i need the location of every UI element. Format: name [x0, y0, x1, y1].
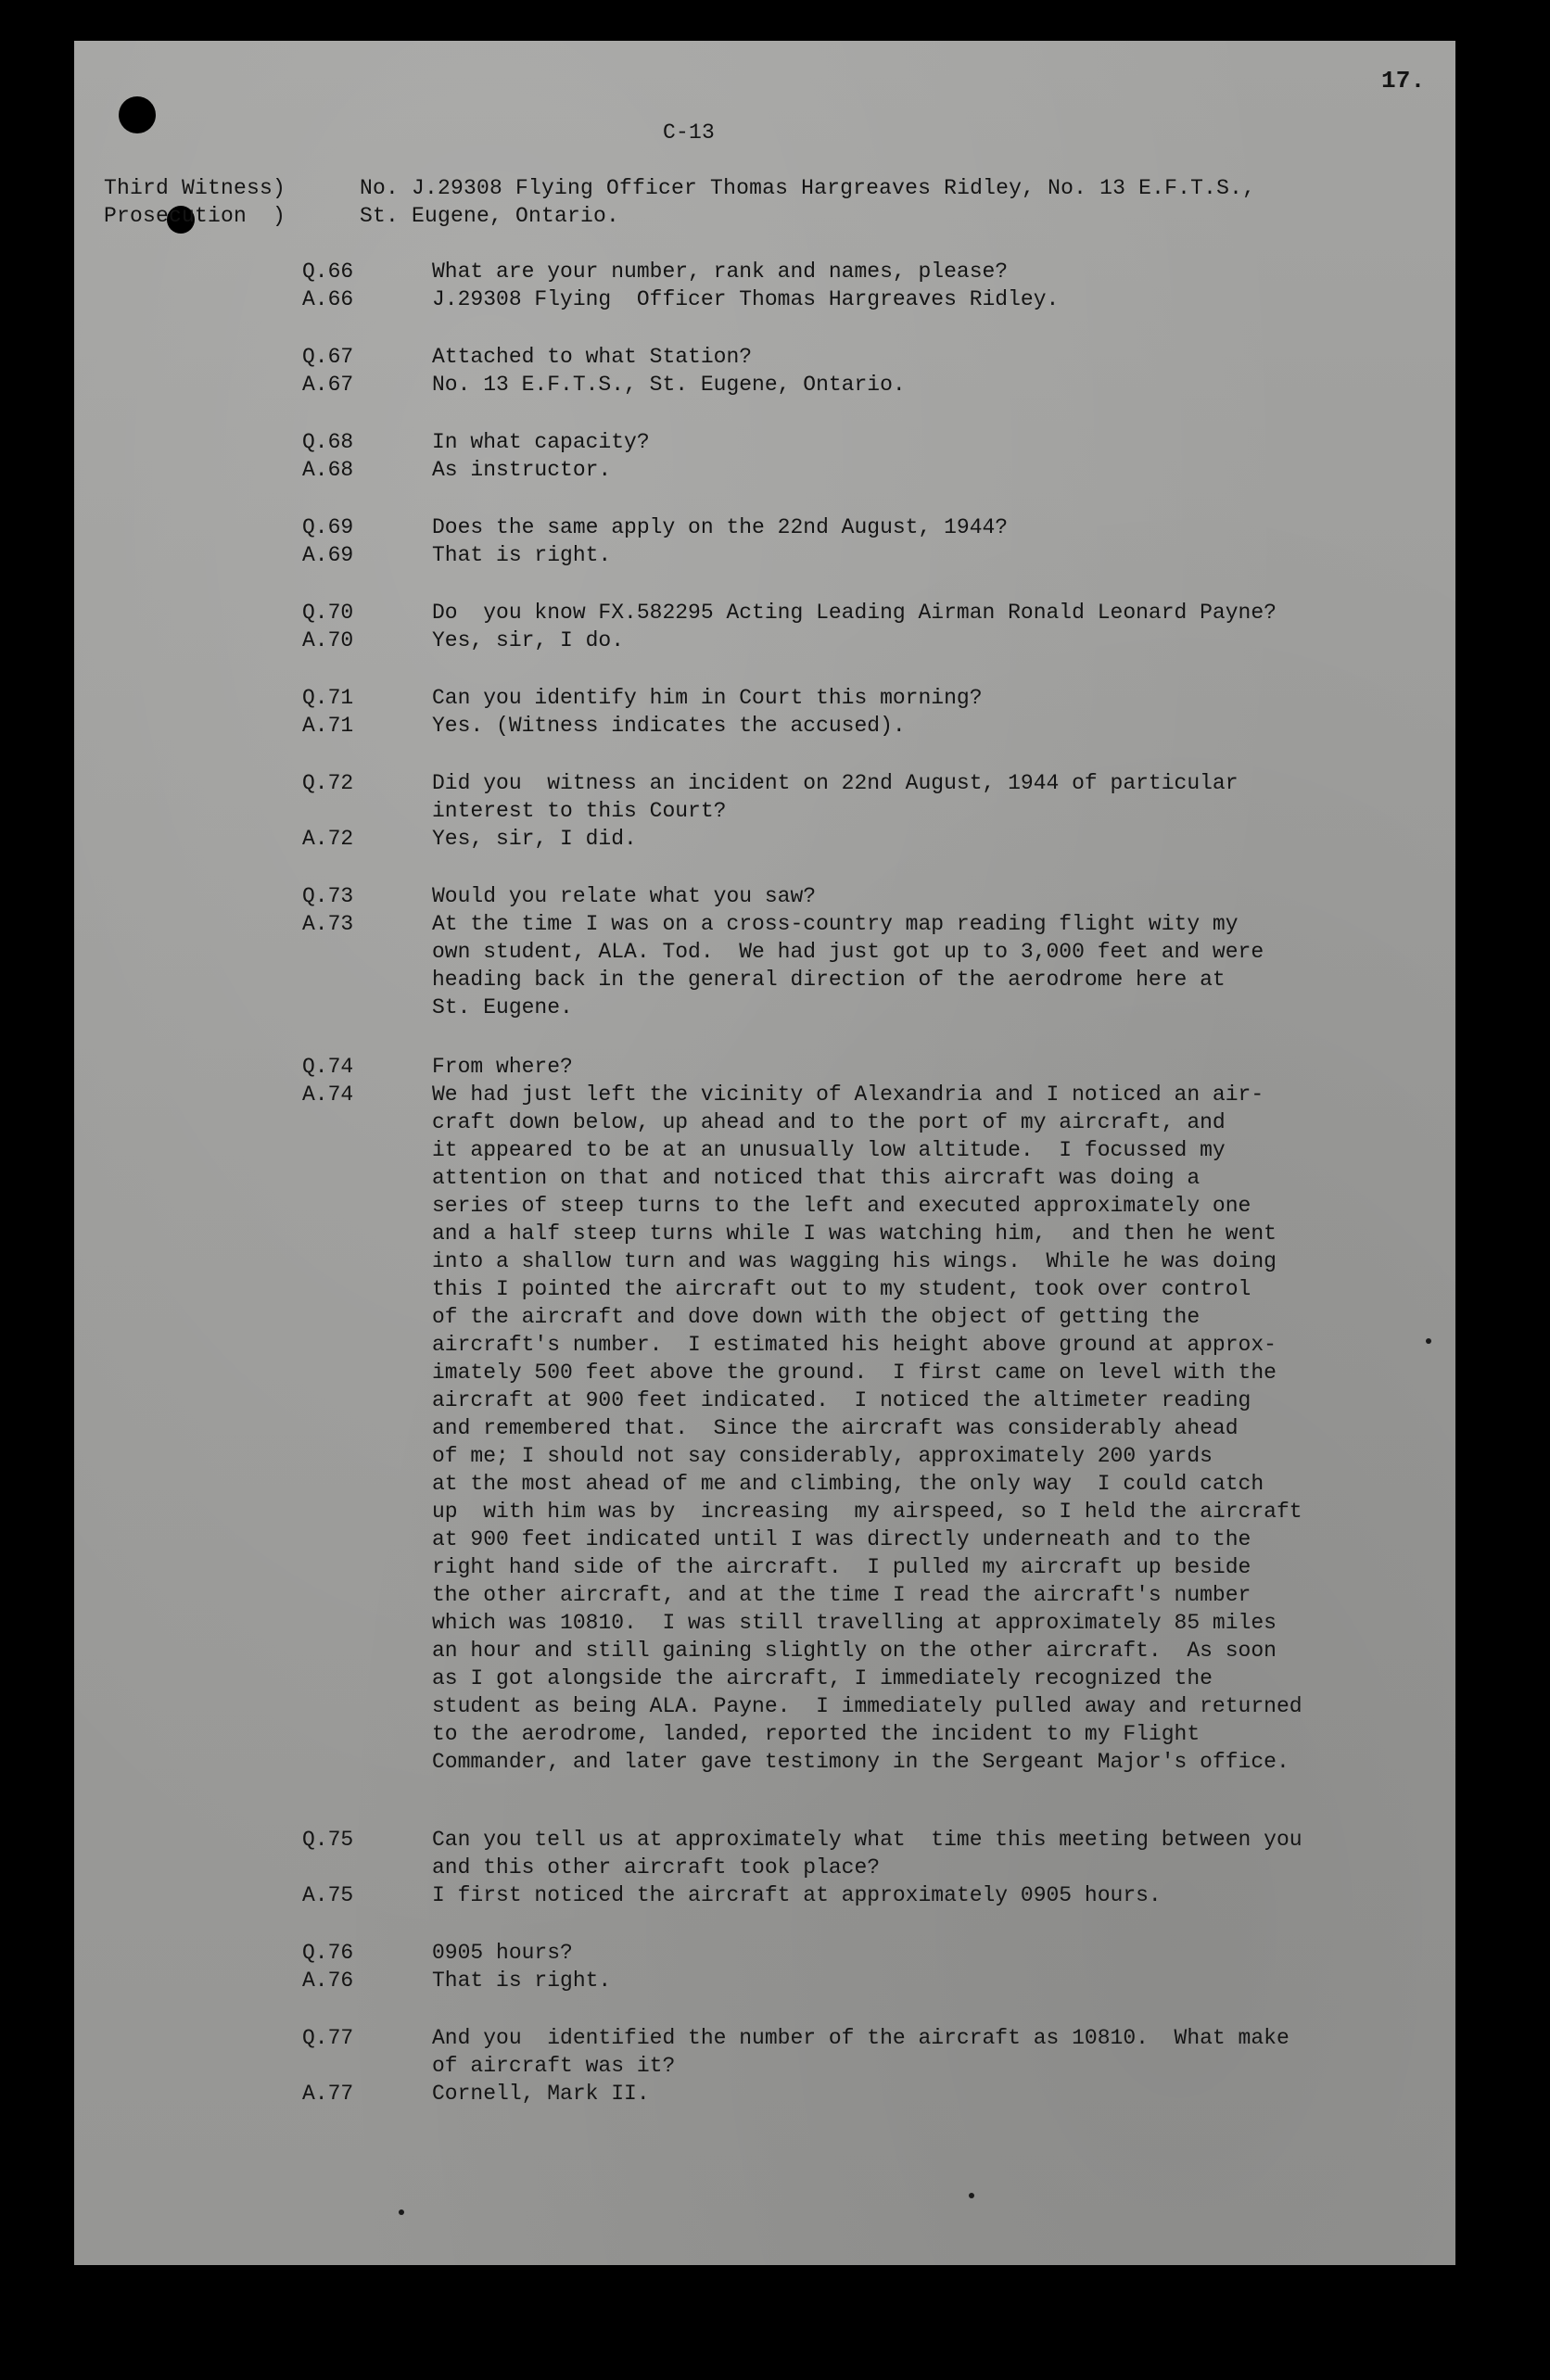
answer-line	[302, 938, 1442, 966]
answer-line	[302, 966, 1442, 994]
question-text: Does the same apply on the 22nd August, 1944?	[432, 515, 1009, 539]
question-line	[302, 1826, 1442, 1854]
question-text: Would you relate what you saw?	[432, 884, 817, 908]
question-number: Q.66	[302, 260, 354, 284]
question-number: Q.71	[302, 686, 354, 710]
answer-text: up with him was by increasing my airspeed, so I held the aircraft	[432, 1500, 1302, 1524]
answer-text: Yes, sir, I do.	[432, 628, 625, 652]
answer-number: A.66	[302, 287, 354, 311]
question-text: 0905 hours?	[432, 1941, 573, 1965]
answer-number: A.72	[302, 827, 354, 851]
question-line	[302, 797, 1442, 825]
label-spacer	[302, 1275, 432, 1303]
question-number: Q.73	[302, 884, 354, 908]
answer-text: We had just left the vicinity of Alexandria and I noticed an air-	[432, 1082, 1264, 1107]
question-number: Q.69	[302, 515, 354, 539]
qa-exchange	[302, 1053, 1442, 1776]
label-spacer	[302, 1386, 432, 1414]
answer-line	[302, 1136, 1442, 1164]
question-line	[302, 769, 1442, 797]
answer-line	[302, 1553, 1442, 1581]
question-line	[302, 1053, 1442, 1081]
question-number: Q.70	[302, 601, 354, 625]
question-number: Q.74	[302, 1055, 354, 1079]
answer-line	[302, 1081, 1442, 1108]
answer-line	[302, 825, 1442, 853]
question-line	[302, 1939, 1442, 1967]
label-spacer	[302, 1359, 432, 1386]
answer-line	[302, 627, 1442, 654]
qa-exchange	[302, 769, 1442, 853]
answer-line	[302, 1881, 1442, 1909]
answer-text: I first noticed the aircraft at approximately 0905 hours.	[432, 1883, 1162, 1907]
question-line	[302, 428, 1442, 456]
qa-exchange	[302, 428, 1442, 484]
answer-text: craft down below, up ahead and to the port of my aircraft, and	[432, 1110, 1226, 1134]
label-spacer	[302, 2052, 432, 2080]
answer-text: of the aircraft and dove down with the object of getting the	[432, 1305, 1201, 1329]
question-number: Q.76	[302, 1941, 354, 1965]
answer-text: attention on that and noticed that this aircraft was doing a	[432, 1166, 1201, 1190]
label-spacer	[302, 1303, 432, 1331]
label-spacer	[302, 1470, 432, 1498]
answer-text: Yes, sir, I did.	[432, 827, 637, 851]
answer-number: A.67	[302, 373, 354, 397]
answer-line	[302, 1581, 1442, 1609]
answer-line	[302, 1414, 1442, 1442]
qa-exchange	[302, 1826, 1442, 1909]
answer-number: A.76	[302, 1969, 354, 1993]
question-line	[302, 1854, 1442, 1881]
answer-text: Yes. (Witness indicates the accused).	[432, 714, 906, 738]
question-number: Q.75	[302, 1828, 354, 1852]
answer-text: That is right.	[432, 543, 612, 567]
answer-line	[302, 2080, 1442, 2108]
qa-exchange	[302, 2024, 1442, 2108]
answer-line	[302, 1386, 1442, 1414]
label-spacer	[302, 1637, 432, 1665]
answer-line	[302, 1108, 1442, 1136]
answer-line	[302, 371, 1442, 399]
answer-text: St. Eugene.	[432, 995, 573, 1019]
answer-text: At the time I was on a cross-country map reading flight wity my	[432, 912, 1239, 936]
answer-number: A.77	[302, 2082, 354, 2106]
qa-exchange	[302, 599, 1442, 654]
answer-text: this I pointed the aircraft out to my student, took over control	[432, 1277, 1251, 1301]
question-line	[302, 882, 1442, 910]
answer-text: of me; I should not say considerably, approximately 200 yards	[432, 1444, 1213, 1468]
answer-text: as I got alongside the aircraft, I immediately recognized the	[432, 1666, 1213, 1690]
answer-number: A.75	[302, 1883, 354, 1907]
answer-text: aircraft's number. I estimated his height above ground at approx-	[432, 1333, 1277, 1357]
punch-hole-top	[119, 96, 156, 133]
answer-line	[302, 1247, 1442, 1275]
answer-text: imately 500 feet above the ground. I first came on level with the	[432, 1361, 1277, 1385]
label-spacer	[302, 1108, 432, 1136]
question-line	[302, 513, 1442, 541]
question-number: Q.77	[302, 2026, 354, 2050]
witness-label-line2: Prosecution )	[104, 204, 286, 228]
question-text: Do you know FX.582295 Acting Leading Airman Ronald Leonard Payne?	[432, 601, 1277, 625]
label-spacer	[302, 1665, 432, 1692]
label-spacer	[302, 1498, 432, 1525]
question-text: Can you identify him in Court this morning?	[432, 686, 983, 710]
label-spacer	[302, 1720, 432, 1748]
question-line	[302, 684, 1442, 712]
answer-line	[302, 1359, 1442, 1386]
answer-line	[302, 1692, 1442, 1720]
answer-line	[302, 1637, 1442, 1665]
ink-speck	[399, 2209, 404, 2215]
witness-identity-line1: No. J.29308 Flying Officer Thomas Hargreaves Ridley, No. 13 E.F.T.S.,	[360, 176, 1256, 200]
label-spacer	[302, 1692, 432, 1720]
label-spacer	[302, 938, 432, 966]
answer-text: to the aerodrome, landed, reported the incident to my Flight	[432, 1722, 1201, 1746]
label-spacer	[302, 1220, 432, 1247]
answer-text: own student, ALA. Tod. We had just got up to 3,000 feet and were	[432, 940, 1264, 964]
answer-line	[302, 712, 1442, 740]
answer-text: That is right.	[432, 1969, 612, 1993]
label-spacer	[302, 1525, 432, 1553]
answer-line	[302, 1303, 1442, 1331]
answer-text: aircraft at 900 feet indicated. I noticed the altimeter reading	[432, 1388, 1251, 1412]
answer-number: A.69	[302, 543, 354, 567]
question-line	[302, 2024, 1442, 2052]
question-text: In what capacity?	[432, 430, 650, 454]
answer-line	[302, 456, 1442, 484]
answer-line	[302, 1470, 1442, 1498]
answer-line	[302, 994, 1442, 1021]
answer-text: and a half steep turns while I was watching him, and then he went	[432, 1222, 1277, 1246]
answer-line	[302, 1609, 1442, 1637]
qa-exchange	[302, 684, 1442, 740]
question-text: Can you tell us at approximately what time this meeting between you	[432, 1828, 1302, 1852]
answer-line	[302, 1192, 1442, 1220]
qa-exchange	[302, 1939, 1442, 1994]
ink-speck	[969, 2193, 974, 2198]
answer-line	[302, 1164, 1442, 1192]
answer-number: A.70	[302, 628, 354, 652]
answer-text: at 900 feet indicated until I was directly underneath and to the	[432, 1527, 1251, 1551]
answer-line	[302, 1220, 1442, 1247]
answer-line	[302, 1967, 1442, 1994]
answer-number: A.68	[302, 458, 354, 482]
label-spacer	[302, 1247, 432, 1275]
answer-text: into a shallow turn and was wagging his wings. While he was doing	[432, 1249, 1277, 1273]
answer-line	[302, 1720, 1442, 1748]
answer-number: A.73	[302, 912, 354, 936]
answer-text: which was 10810. I was still travelling at approximately 85 miles	[432, 1611, 1277, 1635]
witness-identity-line2: St. Eugene, Ontario.	[360, 204, 620, 228]
question-line	[302, 258, 1442, 285]
answer-number: A.71	[302, 714, 354, 738]
page-number: 17.	[1381, 67, 1426, 95]
qa-exchange	[302, 513, 1442, 569]
label-spacer	[302, 1442, 432, 1470]
answer-line	[302, 1665, 1442, 1692]
question-text: interest to this Court?	[432, 799, 727, 823]
answer-text: it appeared to be at an unusually low altitude. I focussed my	[432, 1138, 1226, 1162]
answer-text: No. 13 E.F.T.S., St. Eugene, Ontario.	[432, 373, 906, 397]
question-number: Q.68	[302, 430, 354, 454]
question-line	[302, 599, 1442, 627]
label-spacer	[302, 1748, 432, 1776]
qa-exchange	[302, 882, 1442, 1021]
qa-exchange	[302, 258, 1442, 313]
document-code: C-13	[663, 120, 716, 145]
question-text: What are your number, rank and names, please?	[432, 260, 1009, 284]
answer-line	[302, 1525, 1442, 1553]
question-number: Q.72	[302, 771, 354, 795]
question-line	[302, 343, 1442, 371]
question-text: And you identified the number of the aircraft as 10810. What make	[432, 2026, 1290, 2050]
label-spacer	[302, 1553, 432, 1581]
answer-text: the other aircraft, and at the time I read the aircraft's number	[432, 1583, 1251, 1607]
answer-line	[302, 541, 1442, 569]
label-spacer	[302, 994, 432, 1021]
answer-text: heading back in the general direction of the aerodrome here at	[432, 968, 1226, 992]
answer-text: an hour and still gaining slightly on the other aircraft. As soon	[432, 1639, 1277, 1663]
label-spacer	[302, 1414, 432, 1442]
question-text: From where?	[432, 1055, 573, 1079]
question-text: of aircraft was it?	[432, 2054, 676, 2078]
answer-line	[302, 1275, 1442, 1303]
answer-line	[302, 285, 1442, 313]
answer-text: series of steep turns to the left and executed approximately one	[432, 1194, 1251, 1218]
label-spacer	[302, 1581, 432, 1609]
answer-text: Cornell, Mark II.	[432, 2082, 650, 2106]
answer-line	[302, 1331, 1442, 1359]
label-spacer	[302, 966, 432, 994]
answer-line	[302, 910, 1442, 938]
label-spacer	[302, 1854, 432, 1881]
label-spacer	[302, 1331, 432, 1359]
answer-text: As instructor.	[432, 458, 612, 482]
qa-exchange	[302, 343, 1442, 399]
question-text: Attached to what Station?	[432, 345, 753, 369]
answer-text: J.29308 Flying Officer Thomas Hargreaves Ridley.	[432, 287, 1060, 311]
label-spacer	[302, 797, 432, 825]
witness-label-line1: Third Witness)	[104, 176, 286, 200]
label-spacer	[302, 1164, 432, 1192]
label-spacer	[302, 1136, 432, 1164]
answer-text: and remembered that. Since the aircraft was considerably ahead	[432, 1416, 1239, 1440]
answer-line	[302, 1442, 1442, 1470]
question-text: and this other aircraft took place?	[432, 1855, 881, 1880]
answer-text: student as being ALA. Payne. I immediately pulled away and returned	[432, 1694, 1302, 1718]
answer-line	[302, 1498, 1442, 1525]
answer-text: Commander, and later gave testimony in the Sergeant Major's office.	[432, 1750, 1290, 1774]
label-spacer	[302, 1192, 432, 1220]
label-spacer	[302, 1609, 432, 1637]
answer-text: at the most ahead of me and climbing, the only way I could catch	[432, 1472, 1264, 1496]
answer-text: right hand side of the aircraft. I pulled my aircraft up beside	[432, 1555, 1251, 1579]
answer-line	[302, 1748, 1442, 1776]
answer-number: A.74	[302, 1082, 354, 1107]
question-number: Q.67	[302, 345, 354, 369]
question-text: Did you witness an incident on 22nd August, 1944 of particular	[432, 771, 1239, 795]
question-line	[302, 2052, 1442, 2080]
